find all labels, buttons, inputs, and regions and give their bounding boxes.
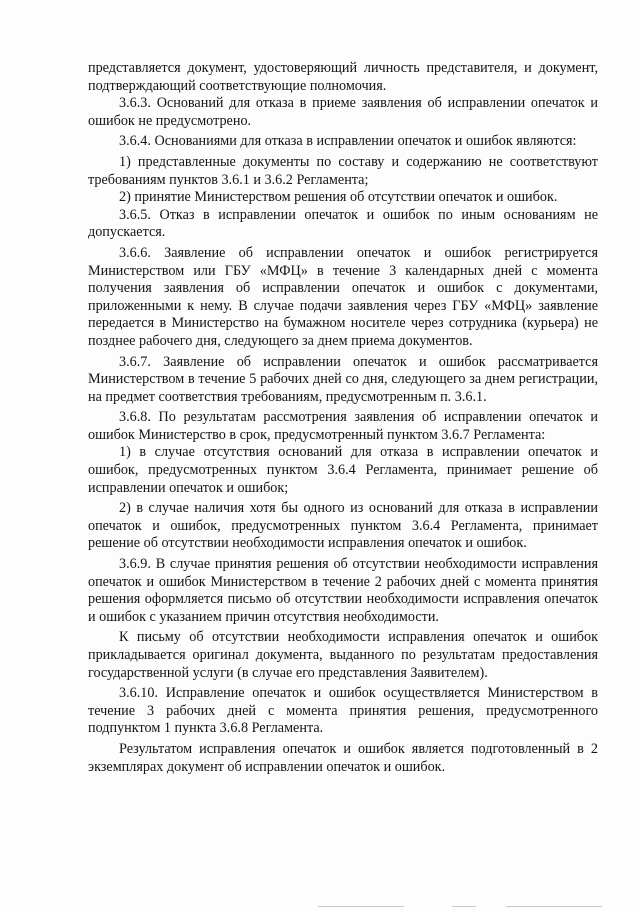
paragraph-3-6-7: 3.6.7. Заявление об исправлении опечаток и ошибок рассматривается Министерством в течение 5 рабочих дней со дня, следующего за днем регистрации, на предмет соответствия требованиям, предусмотренным п. 3.6.1. <box>88 353 598 405</box>
paragraph-3-6-10: 3.6.10. Исправление опечаток и ошибок осуществляется Министерством в течение 3 рабочих дней с момента принятия решения, предусмотренного подпунктом 1 пункта 3.6.8 Регламента. <box>88 685 598 737</box>
paragraph-correction-result: Результатом исправления опечаток и ошибок является подготовленный в 2 экземплярах документ об исправлении опечаток и ошибок. <box>88 740 598 775</box>
scan-artifact-line <box>452 906 476 907</box>
paragraph-3-6-4-item-2: 2) принятие Министерством решения об отсутствии опечаток и ошибок. <box>119 189 558 206</box>
paragraph-3-6-8-item-1: 1) в случае отсутствия оснований для отказа в исправлении опечаток и ошибок, предусмотренных пунктом 3.6.4 Регламента, принимает решение об исправлении опечаток и ошибок; <box>88 444 598 496</box>
paragraph-3-6-5: 3.6.5. Отказ в исправлении опечаток и ошибок по иным основаниям не допускается. <box>88 206 598 241</box>
document-body <box>88 60 598 776</box>
paragraph-3-6-6: 3.6.6. Заявление об исправлении опечаток и ошибок регистрируется Министерством или ГБУ «МФЦ» в течение 3 календарных дней с момента получения заявления об исправлении опечаток и ошибок с документами, приложенными к нему. В случае подачи заявления через ГБУ «МФЦ» заявление передается в Министерство на бумажном носителе через сотрудника (курьера) не позднее рабочего дня, следующего за днем приема документов. <box>88 244 598 349</box>
paragraph-3-6-9: 3.6.9. В случае принятия решения об отсутствии необходимости исправления опечаток и ошибок Министерством в течение 2 рабочих дней с момента принятия решения оформляется письмо об отсутствии необходимости исправления опечаток и ошибок с указанием причин отсутствия необходимости. <box>88 556 598 625</box>
paragraph-representative-document: представляется документ, удостоверяющий личность представителя, и документ, подтверждающий соответствующие полномочия. <box>88 60 598 94</box>
paragraph-letter-attachment: К письму об отсутствии необходимости исправления опечаток и ошибок прикладывается оригинал документа, выданного по результатам предоставления государственной услуги (в случае его представления Заявителем). <box>88 629 598 681</box>
paragraph-3-6-4: 3.6.4. Основаниями для отказа в исправлении опечаток и ошибок являются: <box>119 133 577 150</box>
paragraph-3-6-4-item-1: 1) представленные документы по составу и содержанию не соответствуют требованиям пунктов 3.6.1 и 3.6.2 Регламента; <box>88 153 598 188</box>
scan-artifact-line <box>318 906 404 907</box>
paragraph-3-6-8-item-2: 2) в случае наличия хотя бы одного из оснований для отказа в исправлении опечаток и ошибок, предусмотренных пунктом 3.6.4 Регламента, принимает решение об отсутствии необходимости исправления опечаток и ошибок. <box>88 500 598 552</box>
paragraph-3-6-3: 3.6.3. Оснований для отказа в приеме заявления об исправлении опечаток и ошибок не предусмотрено. <box>88 95 598 129</box>
scan-artifact-line <box>506 906 602 907</box>
paragraph-3-6-8: 3.6.8. По результатам рассмотрения заявления об исправлении опечаток и ошибок Министерство в срок, предусмотренный пунктом 3.6.7 Регламента: <box>88 409 598 443</box>
